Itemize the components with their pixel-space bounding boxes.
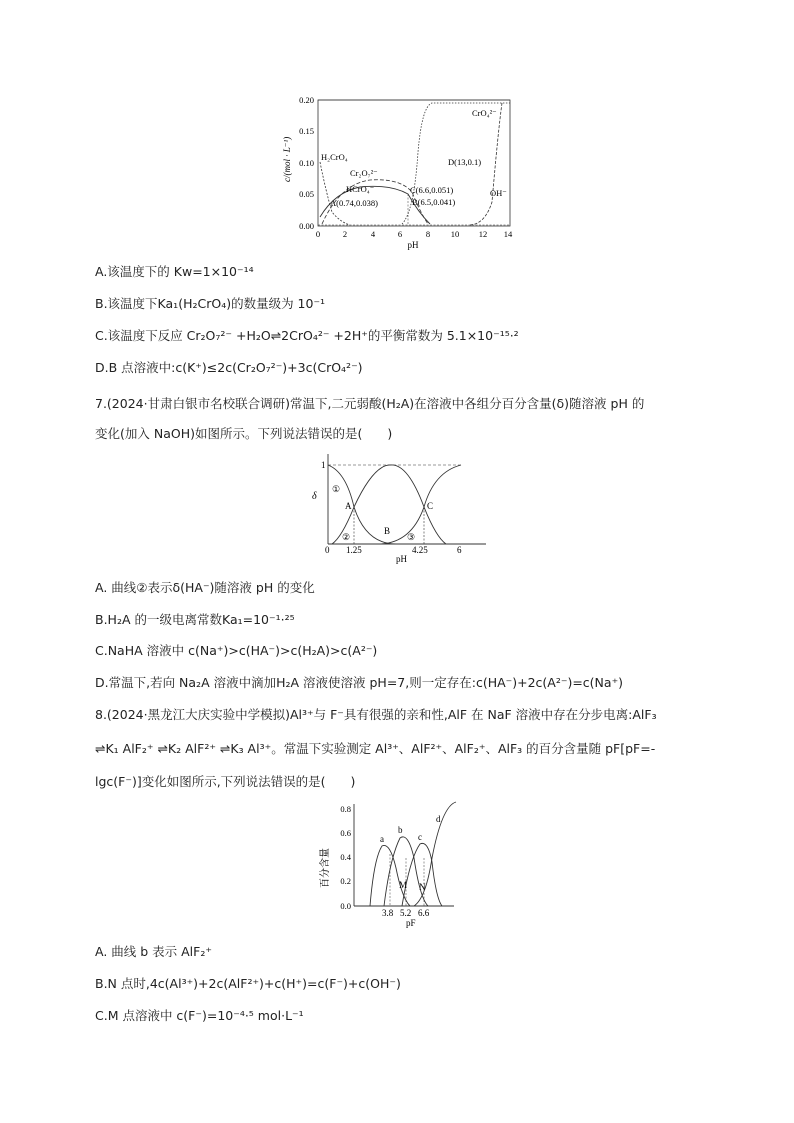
fig1-xtick: 14 [503,229,513,239]
fig2-one: 1 [321,460,326,470]
fig1-xtick: 8 [425,229,431,239]
q7-option-b: B.H₂A 的一级电离常数Ka₁=10⁻¹·²⁵ [95,612,295,627]
circle-label-2: ② [342,532,351,542]
q7-stem-line1: 7.(2024·甘肃白银市名校联合调研)常温下,二元弱酸(H₂A)在溶液中各组分百分含量(δ)随溶液 pH 的 [95,396,645,411]
fig3-x-tick-3: 6.6 [418,908,430,918]
q7-stem-line2: 变化(加入 NaOH)如图所示。下列说法错误的是( ) [95,426,393,441]
fig1-xlabel: pH [407,240,419,250]
label-point-c: C(6.6,0.051) [410,185,454,195]
q6-option-c: C.该温度下反应 Cr₂O₇²⁻ +H₂O⇌2CrO₄²⁻ +2H⁺的平衡常数为 5.1×10⁻¹⁵·² [95,328,519,343]
fig2-x-tick-2: 4.25 [412,545,428,555]
point-c-label: C [427,501,434,511]
fig1-ytick: 0.00 [299,221,314,231]
q6-option-d: D.B 点溶液中:c(K⁺)≤2c(Cr₂O₇²⁻)+3c(CrO₄²⁻) [95,360,363,375]
label-h2cro4: H₂CrO₄ [321,152,348,162]
fig1-xtick: 0 [315,229,321,239]
fig1-xtick: 2 [342,229,348,239]
q7-option-c: C.NaHA 溶液中 c(Na⁺)>c(HA⁻)>c(H₂A)>c(A²⁻) [95,643,378,658]
q8-option-a: A. 曲线 b 表示 AlF₂⁺ [95,944,212,959]
fig3-ytick: 0.4 [340,852,351,862]
figure-h2a-distribution [306,452,486,567]
fig1-ytick: 0.10 [299,158,314,168]
fig3-ytick: 0.0 [340,901,351,911]
q6-option-b: B.该温度下Ka₁(H₂CrO₄)的数量级为 10⁻¹ [95,296,326,311]
curve-b [384,837,428,906]
q8-stem-line1: 8.(2024·黑龙江大庆实验中学模拟)Al³⁺与 F⁻具有很强的亲和性,AlF 在 NaF 溶液中存在分步电离:AlF₃ [95,707,657,722]
q7-option-a: A. 曲线②表示δ(HA⁻)随溶液 pH 的变化 [95,580,315,595]
label-cr2o7: Cr₂O₇²⁻ [350,168,378,178]
label-curve-d: d [436,814,441,824]
q8-option-b: B.N 点时,4c(Al³⁺)+2c(AlF²⁺)+c(H⁺)=c(F⁻)+c(OH⁻) [95,976,401,991]
fig1-ytick: 0.05 [299,189,314,199]
label-point-n: N [419,882,426,892]
fig1-ytick: 0.20 [299,95,314,105]
fig1-ytick: 0.15 [299,126,314,136]
fig2-x-tick-1: 1.25 [346,545,362,555]
label-point-m: M [399,880,408,890]
label-curve-c: c [418,832,422,842]
fig3-xlabel: pF [406,918,416,928]
fig3-ytick: 0.2 [340,876,351,886]
q7-option-d: D.常温下,若向 Na₂A 溶液中滴加H₂A 溶液使溶液 pH=7,则一定存在:c(HA⁻)+2c(A²⁻)=c(Na⁺) [95,675,624,690]
q6-option-a: A.该温度下的 Kw=1×10⁻¹⁴ [95,264,254,279]
fig3-x-tick-1: 3.8 [382,908,394,918]
circle-label-3: ③ [407,532,416,542]
fig2-zero: 0 [325,545,330,555]
point-a-label: A [345,501,352,511]
fig3-x-tick-2: 5.2 [400,908,412,918]
fig1-xtick: 12 [478,229,488,239]
fig1-xtick: 10 [450,229,460,239]
q8-stem-line3: lgc(F⁻)]变化如图所示,下列说法错误的是( ) [95,774,356,789]
fig2-x-tick-3: 6 [457,545,462,555]
figure-alf-distribution [314,798,474,930]
label-oh: OH⁻ [490,188,507,198]
label-hcro4: HCrO₄⁻ [346,184,375,194]
label-curve-a: a [380,834,384,844]
label-point-a: A(0.74,0.038) [330,198,378,208]
curve-3 [378,465,461,544]
point-b-label: B [384,526,391,536]
label-curve-b: b [398,825,403,835]
fig2-ylabel: δ [312,491,317,502]
label-cro4: CrO₄²⁻ [472,108,497,118]
fig3-ylabel: 百分含量 [320,848,331,888]
fig3-ytick: 0.8 [340,804,351,814]
circle-label-1: ① [332,484,341,494]
q8-stem-line2: ⇌K₁ AlF₂⁺ ⇌K₂ AlF²⁺ ⇌K₃ Al³⁺。常温下实验测定 Al³⁺、AlF²⁺、AlF₂⁺、AlF₃ 的百分含量随 pF[pF=- [95,741,656,756]
q8-option-c: C.M 点溶液中 c(F⁻)=10⁻⁴·⁵ mol·L⁻¹ [95,1008,304,1023]
fig1-xtick: 4 [370,229,376,239]
fig3-ytick: 0.6 [340,828,351,838]
label-point-d: D(13,0.1) [448,157,482,167]
fig1-ylabel: c/(mol · L⁻¹) [282,136,292,182]
label-point-b: B(6.5,0.041) [412,197,456,207]
figure-chromate-distribution [280,92,520,250]
fig1-xtick: 6 [397,229,403,239]
fig2-xlabel: pH [396,554,407,564]
